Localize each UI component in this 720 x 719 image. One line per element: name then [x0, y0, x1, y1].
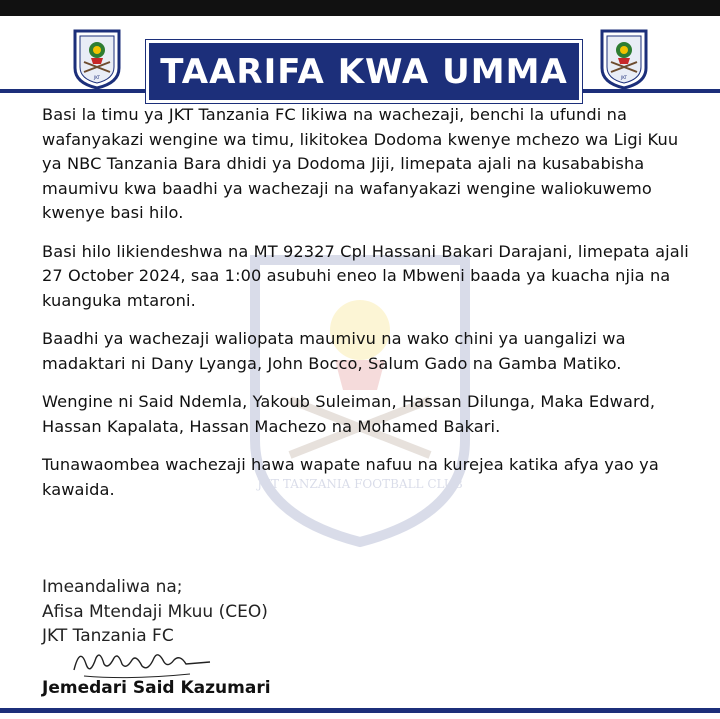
- svg-text:JKT: JKT: [621, 75, 627, 80]
- prepared-by-label: Imeandaliwa na;: [42, 577, 183, 597]
- paragraph: Wengine ni Said Ndemla, Yakoub Suleiman, Hassan Dilunga, Maka Edward, Hassan Kapalata, Hassan Machezo na Mohamed Bakari.: [42, 392, 656, 436]
- statement-body: [42, 103, 692, 516]
- signer-name: Jemedari Said Kazumari: [42, 678, 271, 698]
- top-bar: [0, 0, 720, 16]
- page-title: TAARIFA KWA UMMA: [160, 51, 568, 92]
- paragraph: Tunawaombea wachezaji hawa wapate nafuu na kurejea katika afya yao ya kawaida.: [42, 455, 659, 499]
- paragraph: Basi hilo likiendeshwa na MT 92327 Cpl Hassani Bakari Darajani, limepata ajali 27 October 2024, saa 1:00 asubuhi eneo la Mbweni baada ya kuacha njia na kuanguka mtaroni.: [42, 241, 689, 310]
- paragraph: Basi la timu ya JKT Tanzania FC likiwa na wachezaji, benchi la ufundi na wafanyakazi wengine wa timu, likitokea Dodoma kwenye mchezo wa Ligi Kuu ya NBC Tanzania Bara dhidi ya Dodoma Jiji, limepata ajali na kusababisha maumivu kwa baadhi ya wachezaji na wafanyakazi wengine waliokuwemo kwenye basi hilo.: [42, 105, 679, 222]
- signoff-block: [42, 575, 542, 649]
- title-banner: [146, 40, 582, 103]
- svg-text:JKT: JKT: [94, 75, 100, 80]
- jkt-club-crest-icon: [72, 28, 122, 90]
- signer-organization: JKT Tanzania FC: [42, 626, 174, 646]
- paragraph: Baadhi ya wachezaji waliopata maumivu na wako chini ya uangalizi wa madaktari ni Dany Lyanga, John Bocco, Salum Gado na Gamba Matiko.: [42, 329, 626, 373]
- bottom-rule: [0, 708, 720, 713]
- signer-position: Afisa Mtendaji Mkuu (CEO): [42, 601, 268, 622]
- jkt-club-crest-icon: [599, 28, 649, 90]
- watermark-text: JKT TANZANIA FOOTBALL CLUB: [257, 477, 463, 491]
